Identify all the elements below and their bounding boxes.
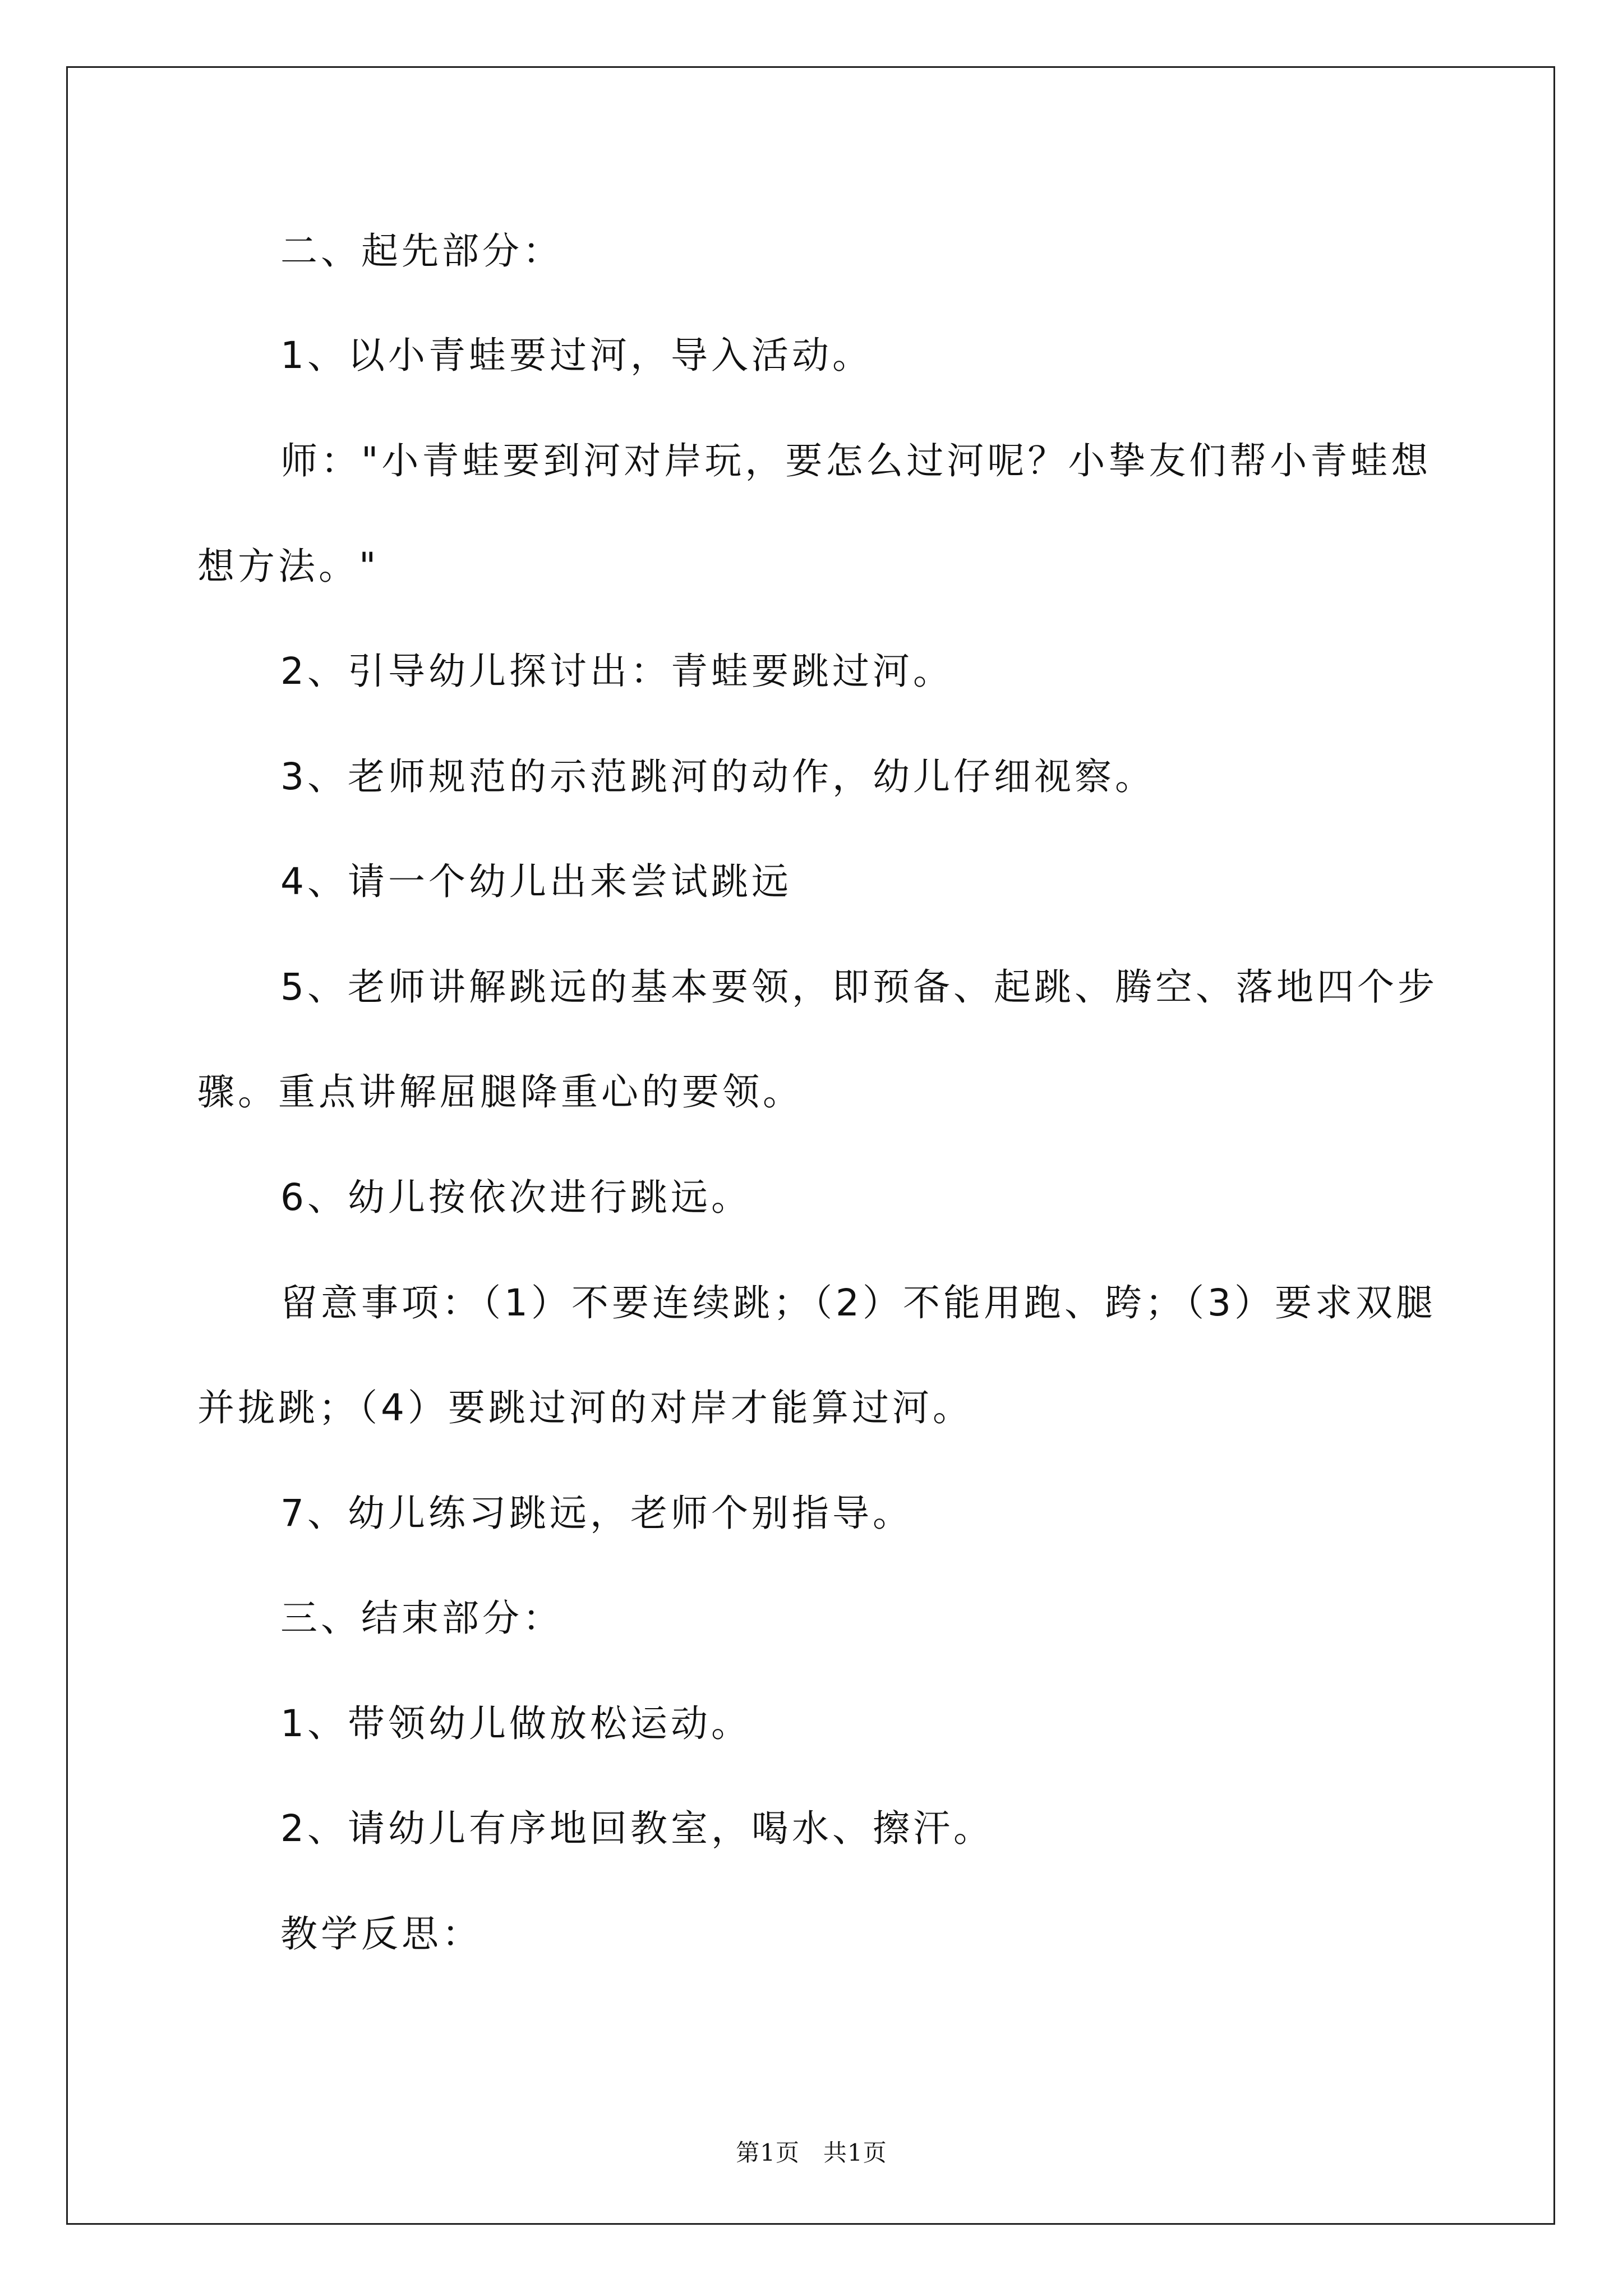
page-footer (0, 2134, 1623, 2168)
paragraph-end-step-2: 2、请幼儿有序地回教室，喝水、擦汗。 (280, 1807, 994, 1850)
paragraph-teacher-quote-cont: 想方法。" (197, 545, 380, 588)
paragraph-step-3: 3、老师规范的示范跳河的动作，幼儿仔细视察。 (280, 755, 1155, 798)
paragraph-notes-cont: 并拢跳；（4）要跳过河的对岸才能算过河。 (197, 1386, 973, 1429)
paragraph-teacher-quote: 师："小青蛙要到河对岸玩，要怎么过河呢？小挚友们帮小青蛙想 (280, 439, 1432, 482)
page-number-total: 共1页 (823, 2139, 887, 2166)
section-heading-reflection: 教学反思： (280, 1912, 482, 1955)
paragraph-step-5: 5、老师讲解跳远的基本要领，即预备、起跳、腾空、落地四个步 (280, 965, 1438, 1009)
paragraph-step-4: 4、请一个幼儿出来尝试跳远 (280, 860, 792, 903)
section-heading-end: 三、结束部分： (280, 1596, 563, 1640)
paragraph-step-1: 1、以小青蛙要过河，导入活动。 (280, 334, 873, 377)
page-border (66, 66, 1555, 2225)
paragraph-notes: 留意事项：（1）不要连续跳；（2）不能用跑、跨；（3）要求双腿 (280, 1281, 1436, 1324)
paragraph-step-6: 6、幼儿按依次进行跳远。 (280, 1176, 751, 1219)
paragraph-step-5-cont: 骤。重点讲解屈腿降重心的要领。 (197, 1070, 803, 1114)
paragraph-step-2: 2、引导幼儿探讨出：青蛙要跳过河。 (280, 650, 953, 693)
section-heading-start: 二、起先部分： (280, 229, 563, 273)
paragraph-step-7: 7、幼儿练习跳远，老师个别指导。 (280, 1492, 913, 1535)
paragraph-end-step-1: 1、带领幼儿做放松运动。 (280, 1702, 751, 1745)
page-number-current: 第1页 (736, 2139, 800, 2166)
